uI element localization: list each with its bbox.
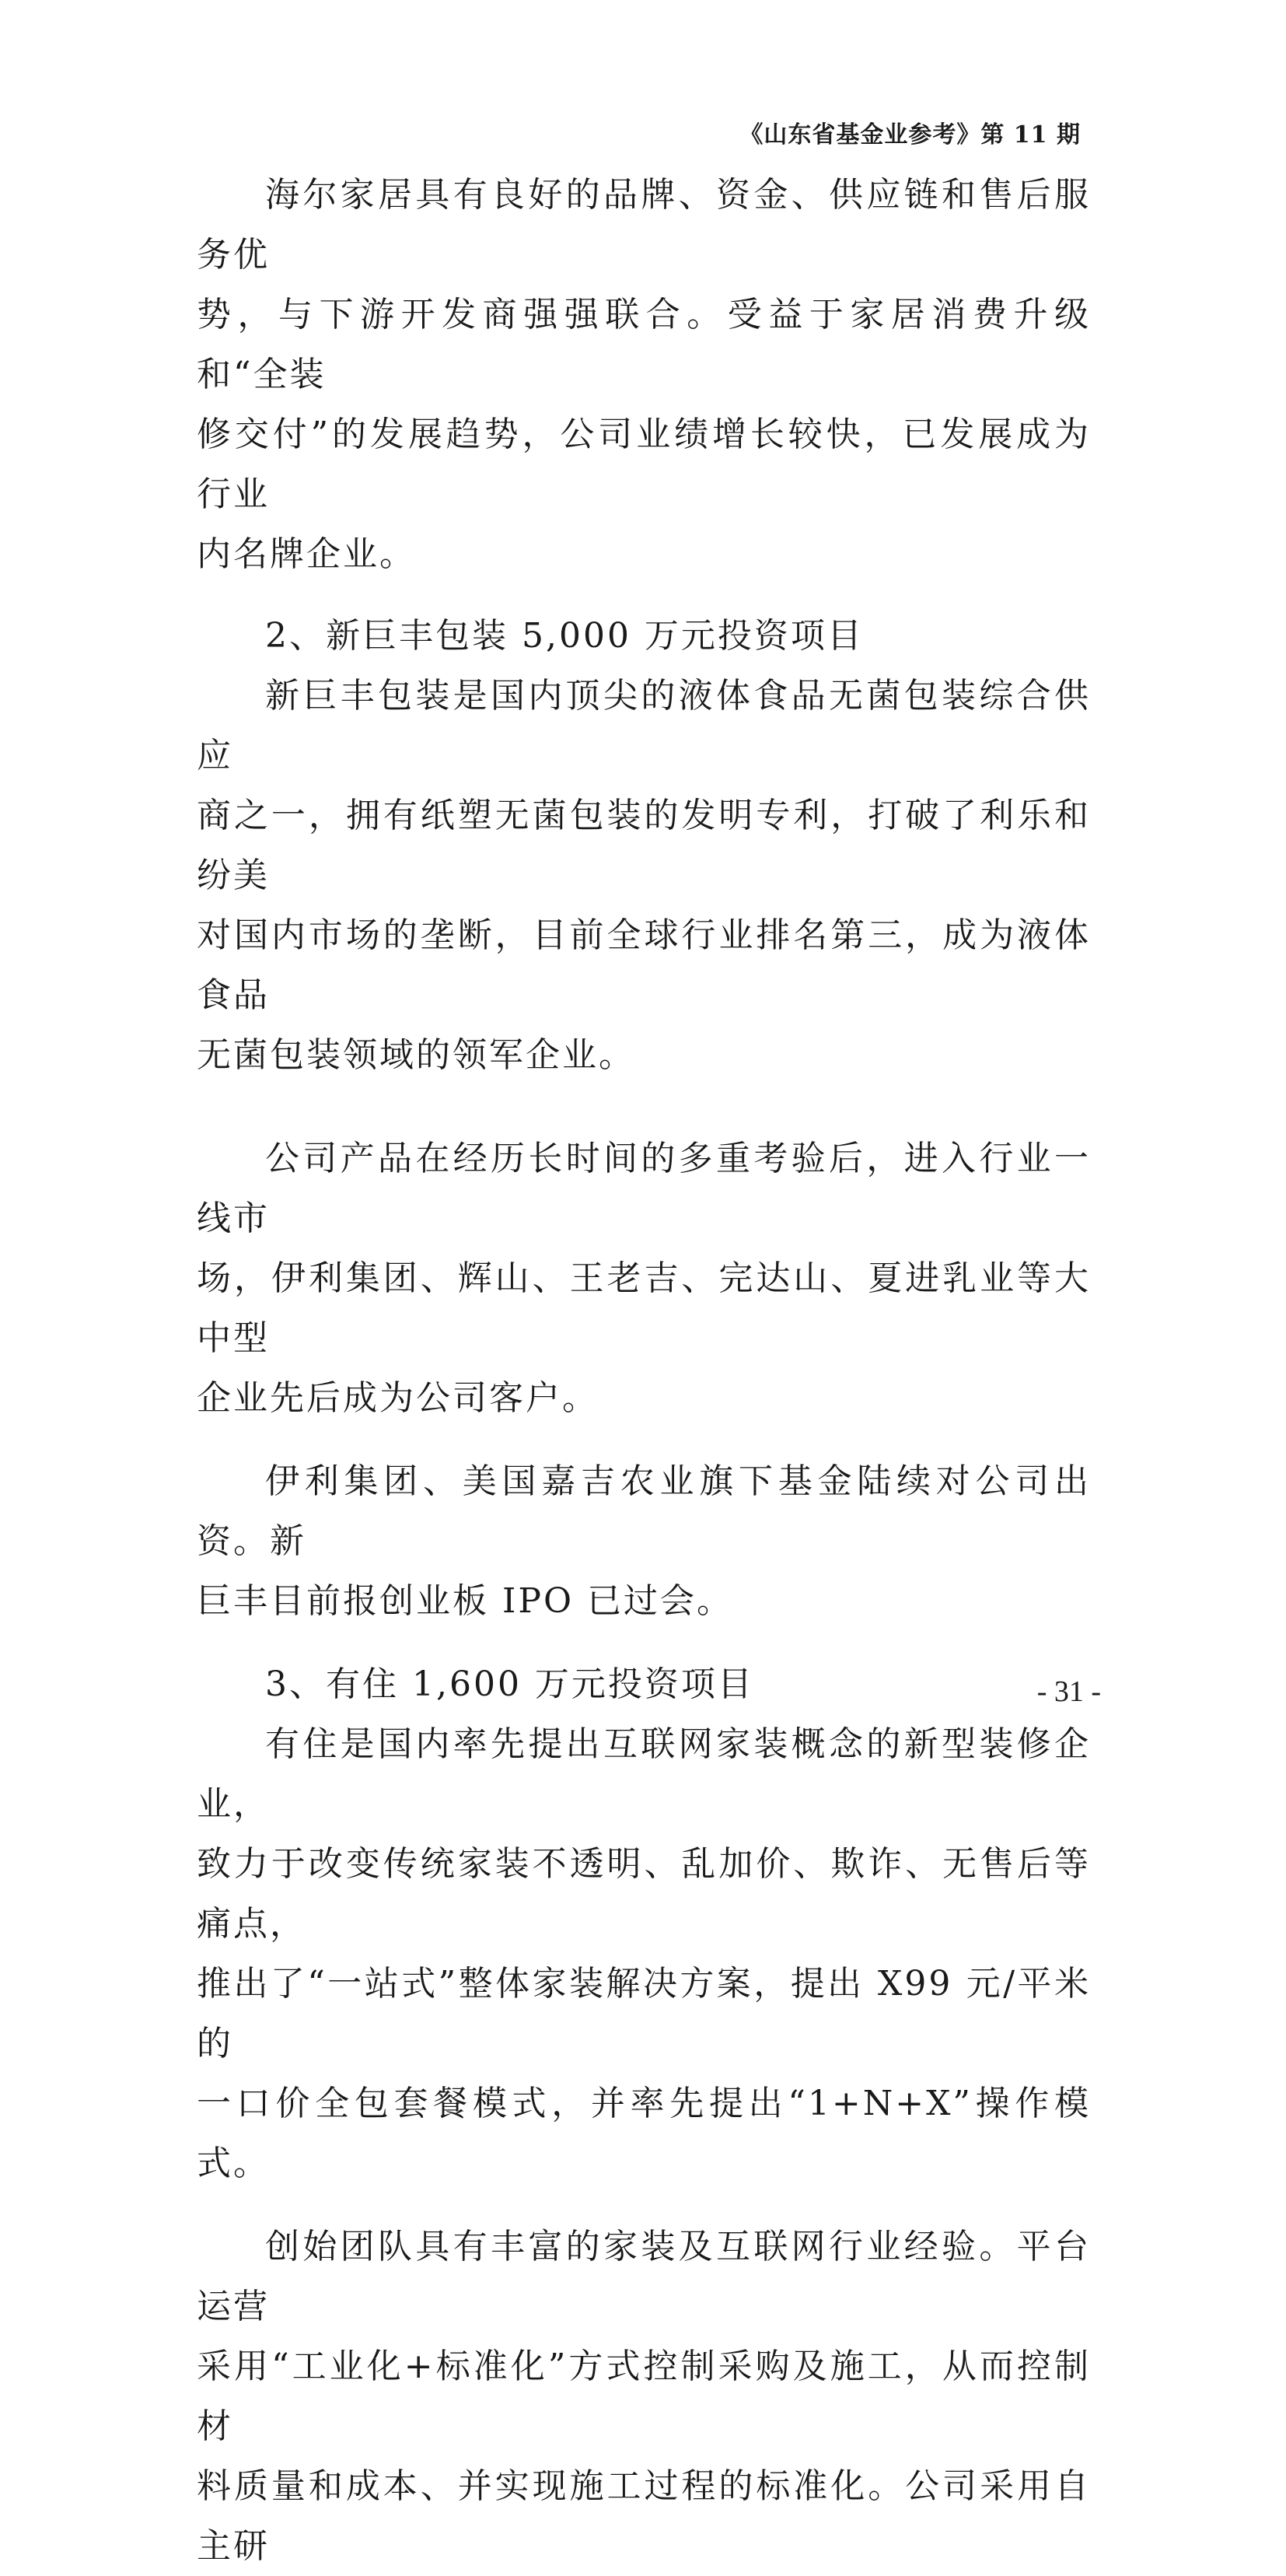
paragraph-xinjufeng-investors: 伊利集团、美国嘉吉农业旗下基金陆续对公司出资。新 巨丰目前报创业板 IPO 已过会。	[197, 1461, 1091, 1621]
section-heading-xinjufeng: 2、新巨丰包装 5,000 万元投资项目	[265, 616, 864, 656]
section-heading-youzhu: 3、有住 1,600 万元投资项目	[265, 1664, 754, 1704]
paragraph-youzhu-team: 创始团队具有丰富的家装及互联网行业经验。平台运营 采用“工业化+标准化”方式控制采购及施工，从而控制材 料质量和成本、并实现施工过程的标准化。公司采用自主研	[197, 2227, 1091, 2566]
running-header: 《山东省基金业参考》第 11 期	[739, 121, 1081, 149]
document-body	[197, 165, 1091, 2576]
paragraph-haier-home: 海尔家居具有良好的品牌、资金、供应链和售后服务优 势，与下游开发商强强联合。受益于家居消费升级和“全装 修交付”的发展趋势，公司业绩增长较快，已发展成为行业 内名牌企业。	[197, 175, 1091, 574]
paragraph-xinjufeng-customers: 公司产品在经历长时间的多重考验后，进入行业一线市 场，伊利集团、辉山、王老吉、完达山、夏进乳业等大中型 企业先后成为公司客户。	[197, 1139, 1091, 1418]
paragraph-xinjufeng-intro: 新巨丰包装是国内顶尖的液体食品无菌包装综合供应 商之一，拥有纸塑无菌包装的发明专利，打破了利乐和纷美 对国内市场的垄断，目前全球行业排名第三，成为液体食品 无菌包装领域的领军企业。	[197, 676, 1091, 1075]
paragraph-youzhu-intro: 有住是国内率先提出互联网家装概念的新型装修企业， 致力于改变传统家装不透明、乱加价、欺诈、无售后等痛点， 推出了“一站式”整体家装解决方案，提出 X99 元/平米的 一口价全包套餐模式，并率先提出“1+N+X”操作模式。	[197, 1724, 1091, 2183]
page-number: - 31 -	[1036, 1675, 1101, 1708]
